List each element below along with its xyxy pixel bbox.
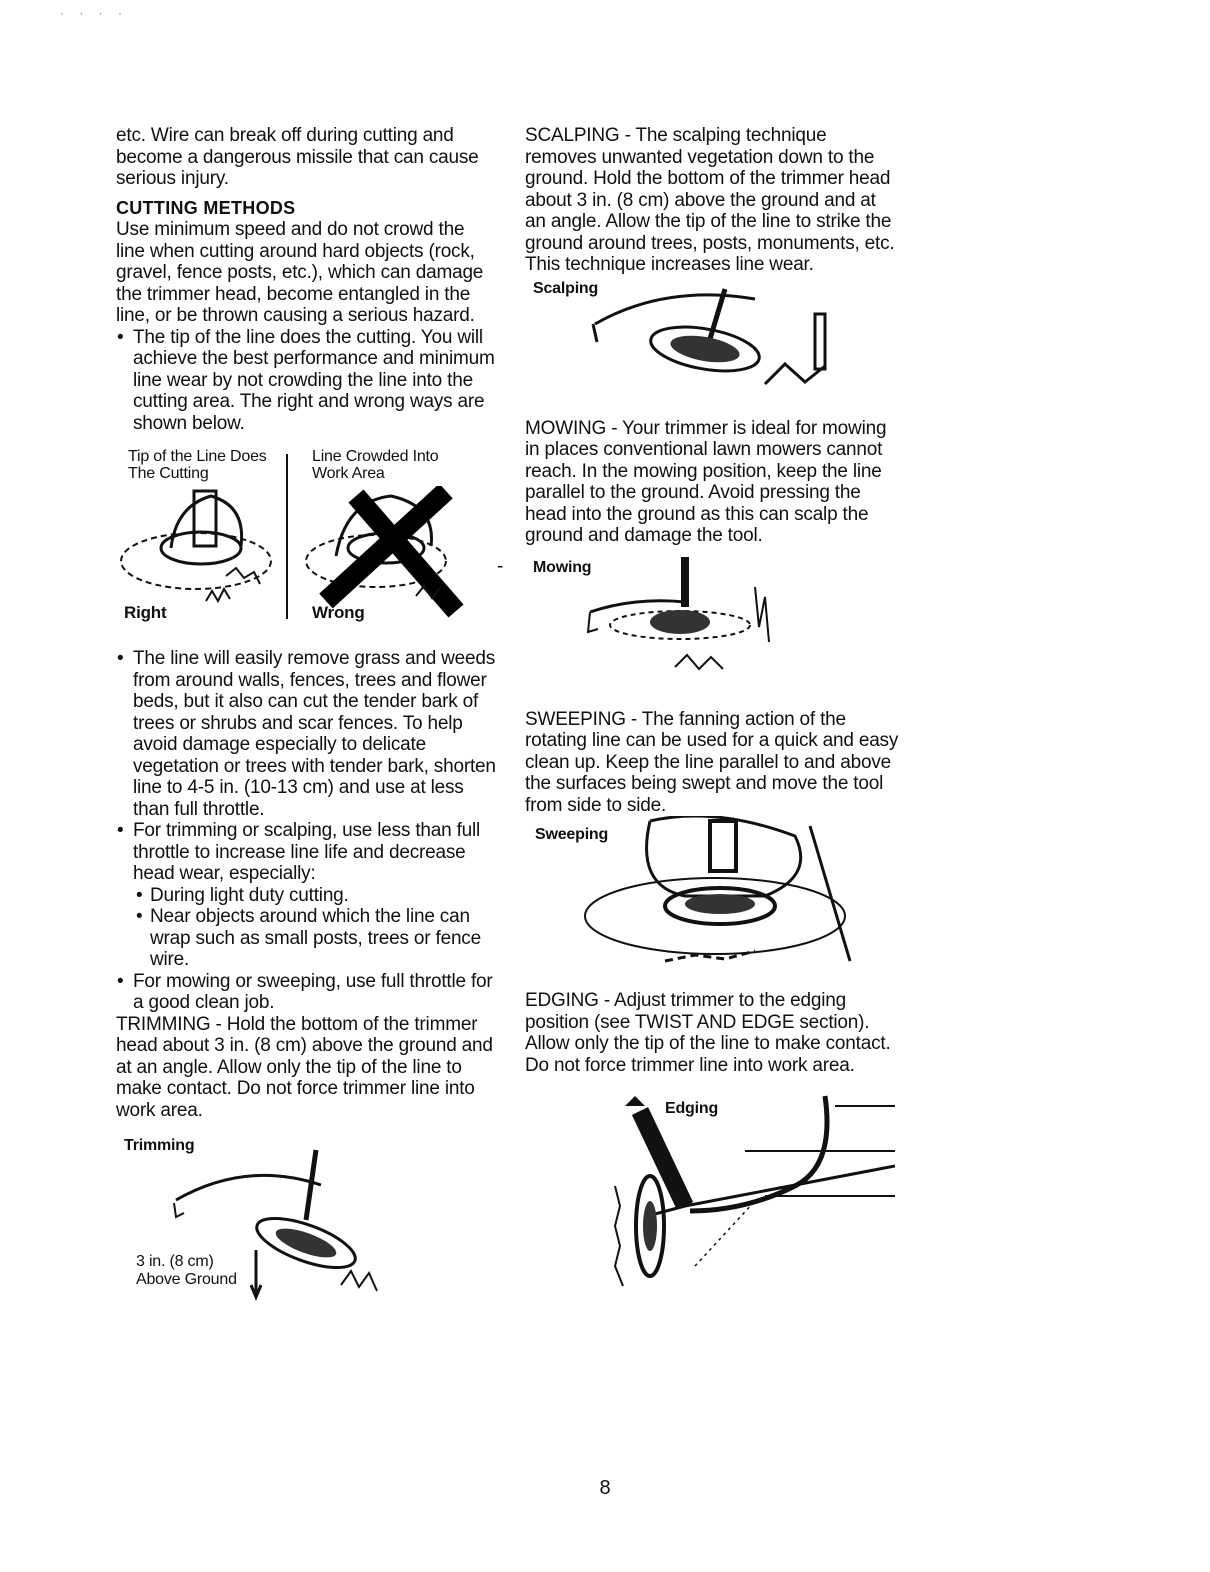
more-bullets [116, 648, 496, 1014]
sub-bullet-near-objects: • Near objects around which the line can wrap such as small posts, trees or fence wire. [133, 906, 496, 971]
intro-text: etc. Wire can break off during cutting and become a dangerous missile that can cause serious injury. [116, 125, 479, 189]
bullet-remove-grass: • The line will easily remove grass and weeds from around walls, fences, trees and flower beds, but it also can cut the tender bark of trees or shrubs and scar fences. To help avoid damage especially to delicate vegetation or trees with tender bark, shorten line to 4-5 in. (10-13 cm) and use at less than full throttle. [116, 648, 496, 820]
trimming-paragraph: TRIMMING - Hold the bottom of the trimmer head about 3 in. (8 cm) above the ground and at an angle. Allow only the tip of the line to make contact. Do not force trimmer line into work area. [116, 1013, 493, 1121]
scan-specks: · · · · [60, 6, 128, 20]
mowing-figure [525, 547, 900, 695]
margin-dash: - [497, 556, 504, 577]
scalping-paragraph: SCALPING - The scalping technique removes unwanted vegetation down to the ground. Hold the bottom of the trimmer head about 3 in. (8 cm) above the ground and at an angle. Allow the tip of the line to strike the ground around trees, posts, monuments, etc. This technique increases line wear. [525, 125, 895, 275]
wrong-caption: Line Crowded Into Work Area [312, 448, 439, 482]
right-caption: Tip of the Line Does The Cutting [128, 448, 267, 482]
mowing-paragraph: MOWING - Your trimmer is ideal for mowing in places conventional lawn mowers cannot reach. In the mowing position, keep the line parallel to the ground. Avoid pressing the head into the ground as this can scalp the ground and damage the tool. [525, 417, 887, 546]
trimming-label: Trimming [124, 1137, 195, 1154]
bullet-throttle-text: For trimming or scalping, use less than full throttle to increase line life and decrease head wear, especially: [133, 820, 481, 884]
left-column [116, 125, 496, 1315]
cutting-methods-paragraph: Use minimum speed and do not crowd the line when cutting around hard objects (rock, gravel, fence posts, etc.), which can damage the trimmer head, become entangled in the line, or be thrown causing a serious hazard. [116, 219, 484, 326]
trimming-note-line1: 3 in. (8 cm) [136, 1253, 214, 1270]
sub-bullet-light-duty: • During light duty cutting. [133, 885, 496, 907]
edging-figure [525, 1076, 900, 1306]
sweeping-illustration [565, 816, 865, 976]
wrong-label: Wrong [312, 603, 365, 622]
comparison-divider [286, 454, 288, 619]
throttle-sub-bullets [133, 885, 496, 971]
mowing-label: Mowing [533, 558, 592, 576]
trimming-note-line2: Above Ground [136, 1271, 237, 1288]
scalping-figure [525, 276, 900, 404]
edging-paragraph: EDGING - Adjust trimmer to the edging position (see TWIST AND EDGE section). Allow only the tip of the line to make contact. Do not force trimmer line into work area. [525, 990, 891, 1076]
cutting-methods-heading: CUTTING METHODS [116, 197, 296, 218]
bullet-full-throttle: • For mowing or sweeping, use full throttle for a good clean job. [116, 971, 496, 1014]
right-wrong-comparison [116, 448, 496, 638]
bullet-tip-of-line: • The tip of the line does the cutting. You will achieve the best performance and minimum line wear by not crowding the line into the cutting area. The right and wrong ways are shown below. [116, 327, 496, 435]
sweeping-paragraph: SWEEPING - The fanning action of the rotating line can be used for a quick and easy clean up. Keep the line parallel to and above the surfaces being swept and move the tool from side to side. [525, 708, 899, 816]
sweeping-label: Sweeping [535, 826, 609, 843]
scalping-illustration [585, 284, 865, 402]
cutting-bullets [116, 327, 496, 435]
sweeping-figure [525, 816, 900, 976]
edging-label: Edging [665, 1100, 719, 1117]
scalping-label: Scalping [533, 279, 599, 297]
page-number: 8 [599, 1477, 611, 1499]
edging-illustration [595, 1086, 895, 1306]
bullet-throttle [116, 820, 496, 971]
mowing-illustration [585, 557, 795, 695]
right-label: Right [124, 603, 167, 622]
right-column [525, 125, 900, 1306]
trimming-figure [116, 1135, 496, 1315]
